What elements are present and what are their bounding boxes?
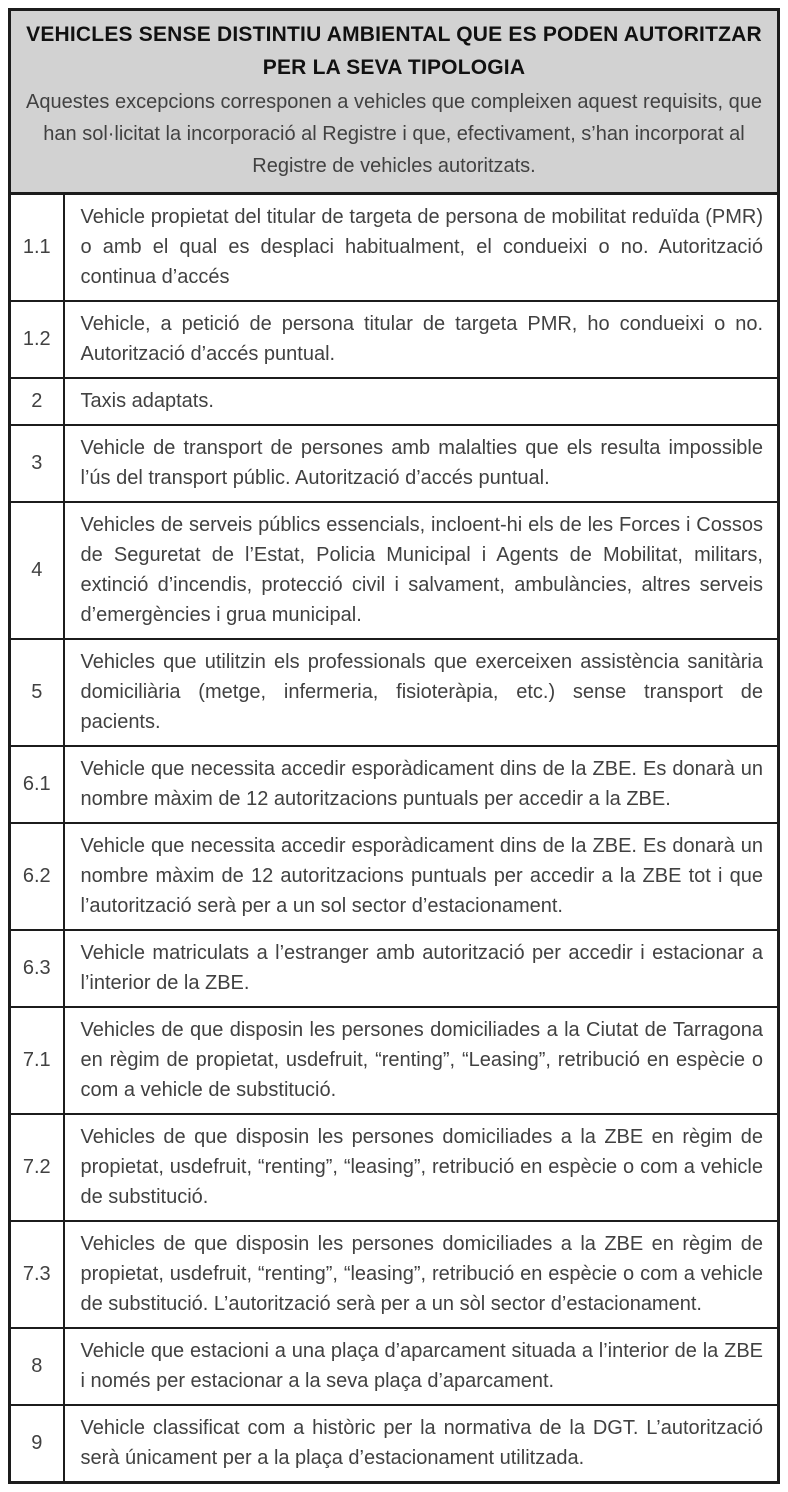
table-row	[10, 1114, 779, 1221]
row-number: 6.3	[10, 930, 64, 1007]
row-number: 1.1	[10, 194, 64, 302]
row-description: Vehicle que necessita accedir esporàdicament dins de la ZBE. Es donarà un nombre màxim de 12 autoritzacions puntuals per accedir a la ZBE tot i que l’autorització serà per a un sol sector d’estacionament.	[64, 823, 779, 930]
row-number: 9	[10, 1405, 64, 1483]
table-row	[10, 930, 779, 1007]
row-number: 2	[10, 378, 64, 425]
row-description: Taxis adaptats.	[64, 378, 779, 425]
row-description: Vehicles que utilitzin els professionals que exerceixen assistència sanitària domiciliària (metge, infermeria, fisioteràpia, etc.) sense transport de pacients.	[64, 639, 779, 746]
table-row	[10, 746, 779, 823]
row-number: 7.3	[10, 1221, 64, 1328]
table-row	[10, 1328, 779, 1405]
table-header-cell	[10, 10, 779, 194]
row-number: 1.2	[10, 301, 64, 378]
page-title: VEHICLES SENSE DISTINTIU AMBIENTAL QUE ES PODEN AUTORITZAR PER LA SEVA TIPOLOGIA	[26, 23, 762, 79]
exceptions-table	[8, 8, 780, 1484]
table-row	[10, 639, 779, 746]
row-description: Vehicle matriculats a l’estranger amb autorització per accedir i estacionar a l’interior de la ZBE.	[64, 930, 779, 1007]
row-description: Vehicle de transport de persones amb malalties que els resulta impossible l’ús del transport públic. Autorització d’accés puntual.	[64, 425, 779, 502]
row-description: Vehicles de que disposin les persones domiciliades a la Ciutat de Tarragona en règim de propietat, usdefruit, “renting”, “Leasing”, retribució en espècie o com a vehicle de substitució.	[64, 1007, 779, 1114]
table-row	[10, 301, 779, 378]
row-number: 6.1	[10, 746, 64, 823]
row-description: Vehicle classificat com a històric per la normativa de la DGT. L’autorització serà únicament per a la plaça d’estacionament utilitzada.	[64, 1405, 779, 1483]
table-row	[10, 1221, 779, 1328]
row-number: 4	[10, 502, 64, 639]
table-row	[10, 378, 779, 425]
table-row	[10, 1405, 779, 1483]
row-description: Vehicles de serveis públics essencials, incloent-hi els de les Forces i Cossos de Seguretat de l’Estat, Policia Municipal i Agents de Mobilitat, militars, extinció d’incendis, protecció civil i salvament, ambulàncies, altres serveis d’emergències i grua municipal.	[64, 502, 779, 639]
row-number: 7.2	[10, 1114, 64, 1221]
row-number: 6.2	[10, 823, 64, 930]
table-row	[10, 425, 779, 502]
table-row	[10, 194, 779, 302]
row-number: 7.1	[10, 1007, 64, 1114]
row-number: 5	[10, 639, 64, 746]
row-description: Vehicles de que disposin les persones domiciliades a la ZBE en règim de propietat, usdefruit, “renting”, “leasing”, retribució en espècie o com a vehicle de substitució.	[64, 1114, 779, 1221]
table-row	[10, 502, 779, 639]
table-row	[10, 1007, 779, 1114]
row-description: Vehicle que necessita accedir esporàdicament dins de la ZBE. Es donarà un nombre màxim de 12 autoritzacions puntuals per accedir a la ZBE.	[64, 746, 779, 823]
row-description: Vehicle, a petició de persona titular de targeta PMR, ho condueixi o no. Autorització d’accés puntual.	[64, 301, 779, 378]
page-subtitle: Aquestes excepcions corresponen a vehicles que compleixen aquest requisits, que han sol·licitat la incorporació al Registre i que, efectivament, s’han incorporat al Registre de vehicles autoritzats.	[26, 91, 762, 178]
row-number: 3	[10, 425, 64, 502]
table-row	[10, 823, 779, 930]
row-description: Vehicle que estacioni a una plaça d’aparcament situada a l’interior de la ZBE i només per estacionar a la seva plaça d’aparcament.	[64, 1328, 779, 1405]
row-description: Vehicle propietat del titular de targeta de persona de mobilitat reduïda (PMR) o amb el qual es desplaci habitualment, el condueixi o no. Autorització continua d’accés	[64, 194, 779, 302]
table-header-row	[10, 10, 779, 194]
row-description: Vehicles de que disposin les persones domiciliades a la ZBE en règim de propietat, usdefruit, “renting”, “leasing”, retribució en espècie o com a vehicle de substitució. L’autorització serà per a un sòl sector d’estacionament.	[64, 1221, 779, 1328]
row-number: 8	[10, 1328, 64, 1405]
